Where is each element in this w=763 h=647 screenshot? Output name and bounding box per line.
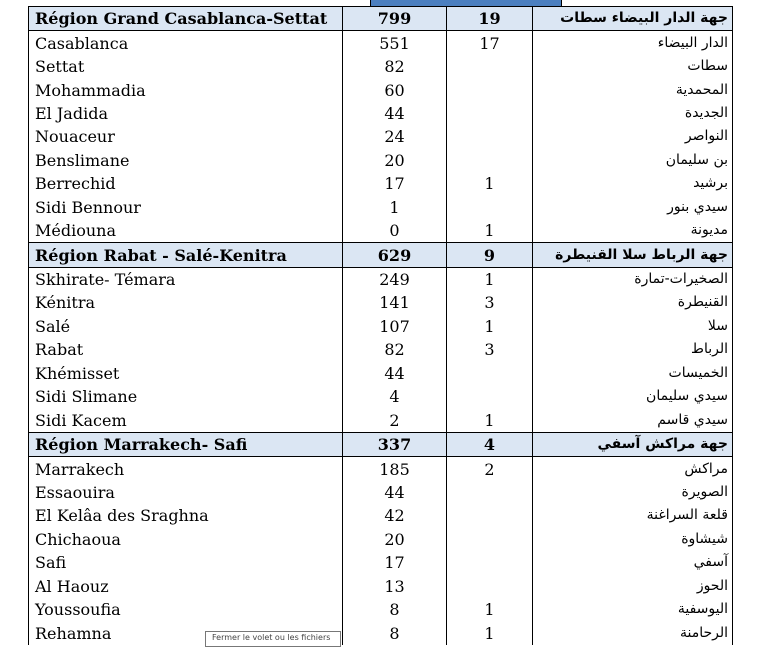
name-cell: Khémisset (29, 362, 343, 385)
deaths-cell (447, 385, 533, 408)
deaths-cell: 17 (447, 31, 533, 55)
city-row (29, 598, 733, 621)
cases-cell: 799 (343, 7, 447, 31)
cases-cell: 20 (343, 528, 447, 551)
arabic-name-cell: سيدي سليمان (533, 385, 733, 408)
name-cell: Rehamna (29, 621, 343, 644)
deaths-cell (447, 78, 533, 101)
name-cell: Sidi Kacem (29, 408, 343, 432)
arabic-name-cell: قلعة السراغنة (533, 504, 733, 527)
name-cell: Marrakech (29, 457, 343, 481)
name-cell: Berrechid (29, 172, 343, 195)
city-row (29, 196, 733, 219)
deaths-cell: 1 (447, 219, 533, 243)
deaths-cell (447, 575, 533, 598)
cases-cell: 0 (343, 219, 447, 243)
region-row (29, 432, 733, 456)
name-cell: Al Haouz (29, 575, 343, 598)
deaths-cell (447, 362, 533, 385)
city-row (29, 528, 733, 551)
city-row (29, 504, 733, 527)
cases-cell: 249 (343, 267, 447, 291)
region-row (29, 243, 733, 267)
city-row (29, 408, 733, 432)
cases-cell: 60 (343, 78, 447, 101)
city-row (29, 481, 733, 504)
cases-cell: 44 (343, 362, 447, 385)
cases-cell: 44 (343, 481, 447, 504)
city-row (29, 315, 733, 338)
city-row (29, 385, 733, 408)
deaths-cell (447, 55, 533, 78)
name-cell: Casablanca (29, 31, 343, 55)
deaths-cell: 3 (447, 338, 533, 361)
deaths-cell: 3 (447, 291, 533, 314)
arabic-name-cell: جهة الدار البيضاء سطات (533, 7, 733, 31)
cases-cell: 185 (343, 457, 447, 481)
deaths-cell: 1 (447, 172, 533, 195)
arabic-name-cell: جهة الرباط سلا القنيطرة (533, 243, 733, 267)
cases-cell: 107 (343, 315, 447, 338)
deaths-cell: 1 (447, 621, 533, 644)
cases-cell: 42 (343, 504, 447, 527)
arabic-name-cell: سيدي قاسم (533, 408, 733, 432)
city-row (29, 149, 733, 172)
city-row (29, 338, 733, 361)
deaths-cell (447, 102, 533, 125)
deaths-cell: 4 (447, 432, 533, 456)
city-row (29, 291, 733, 314)
cases-cell: 2 (343, 408, 447, 432)
arabic-name-cell: شيشاوة (533, 528, 733, 551)
arabic-name-cell: النواصر (533, 125, 733, 148)
arabic-name-cell: اليوسفية (533, 598, 733, 621)
name-cell: Kénitra (29, 291, 343, 314)
cases-cell: 629 (343, 243, 447, 267)
cases-cell: 8 (343, 598, 447, 621)
name-cell: Région Grand Casablanca-Settat (29, 7, 343, 31)
cases-table (28, 6, 733, 645)
city-row (29, 219, 733, 243)
deaths-cell: 1 (447, 408, 533, 432)
arabic-name-cell: الدار البيضاء (533, 31, 733, 55)
arabic-name-cell: مديونة (533, 219, 733, 243)
deaths-cell: 1 (447, 315, 533, 338)
cases-cell: 17 (343, 172, 447, 195)
name-cell: Médiouna (29, 219, 343, 243)
name-cell: Région Rabat - Salé-Kenitra (29, 243, 343, 267)
name-cell: Nouaceur (29, 125, 343, 148)
cases-cell: 24 (343, 125, 447, 148)
cases-cell: 141 (343, 291, 447, 314)
arabic-name-cell: سلا (533, 315, 733, 338)
name-cell: Settat (29, 55, 343, 78)
arabic-name-cell: الجديدة (533, 102, 733, 125)
name-cell: Région Marrakech- Safi (29, 432, 343, 456)
arabic-name-cell: القنيطرة (533, 291, 733, 314)
cases-cell: 8 (343, 621, 447, 644)
name-cell: Essaouira (29, 481, 343, 504)
name-cell: Youssoufia (29, 598, 343, 621)
deaths-cell (447, 551, 533, 574)
close-panel-tooltip: Fermer le volet ou les fichiers (205, 631, 341, 647)
deaths-cell (447, 504, 533, 527)
deaths-cell: 19 (447, 7, 533, 31)
arabic-name-cell: الرباط (533, 338, 733, 361)
name-cell: Chichaoua (29, 528, 343, 551)
cases-cell: 337 (343, 432, 447, 456)
city-row (29, 55, 733, 78)
arabic-name-cell: الرحامنة (533, 621, 733, 644)
arabic-name-cell: الخميسات (533, 362, 733, 385)
cases-cell: 551 (343, 31, 447, 55)
deaths-cell (447, 196, 533, 219)
cases-cell: 20 (343, 149, 447, 172)
deaths-cell (447, 528, 533, 551)
name-cell: Mohammadia (29, 78, 343, 101)
city-row (29, 551, 733, 574)
arabic-name-cell: مراكش (533, 457, 733, 481)
name-cell: Safi (29, 551, 343, 574)
region-row (29, 7, 733, 31)
arabic-name-cell: المحمدية (533, 78, 733, 101)
cases-cell: 17 (343, 551, 447, 574)
city-row (29, 172, 733, 195)
name-cell: Sidi Slimane (29, 385, 343, 408)
city-row (29, 575, 733, 598)
city-row (29, 102, 733, 125)
city-row (29, 457, 733, 481)
cases-cell: 82 (343, 55, 447, 78)
city-row (29, 362, 733, 385)
city-row (29, 31, 733, 55)
arabic-name-cell: الحوز (533, 575, 733, 598)
arabic-name-cell: الصخيرات-تمارة (533, 267, 733, 291)
city-row (29, 78, 733, 101)
deaths-cell: 1 (447, 598, 533, 621)
deaths-cell (447, 481, 533, 504)
cases-cell: 1 (343, 196, 447, 219)
name-cell: Benslimane (29, 149, 343, 172)
deaths-cell: 2 (447, 457, 533, 481)
arabic-name-cell: برشيد (533, 172, 733, 195)
name-cell: Sidi Bennour (29, 196, 343, 219)
name-cell: Skhirate- Témara (29, 267, 343, 291)
cases-cell: 4 (343, 385, 447, 408)
city-row (29, 621, 733, 644)
arabic-name-cell: آسفي (533, 551, 733, 574)
cases-cell: 82 (343, 338, 447, 361)
name-cell: Rabat (29, 338, 343, 361)
deaths-cell (447, 149, 533, 172)
deaths-cell (447, 125, 533, 148)
name-cell: El Jadida (29, 102, 343, 125)
cases-cell: 44 (343, 102, 447, 125)
arabic-name-cell: الصويرة (533, 481, 733, 504)
city-row (29, 267, 733, 291)
name-cell: El Kelâa des Sraghna (29, 504, 343, 527)
deaths-cell: 9 (447, 243, 533, 267)
name-cell: Salé (29, 315, 343, 338)
deaths-cell: 1 (447, 267, 533, 291)
cases-cell: 13 (343, 575, 447, 598)
arabic-name-cell: جهة مراكش آسفي (533, 432, 733, 456)
arabic-name-cell: سطات (533, 55, 733, 78)
arabic-name-cell: بن سليمان (533, 149, 733, 172)
city-row (29, 125, 733, 148)
arabic-name-cell: سيدي بنور (533, 196, 733, 219)
